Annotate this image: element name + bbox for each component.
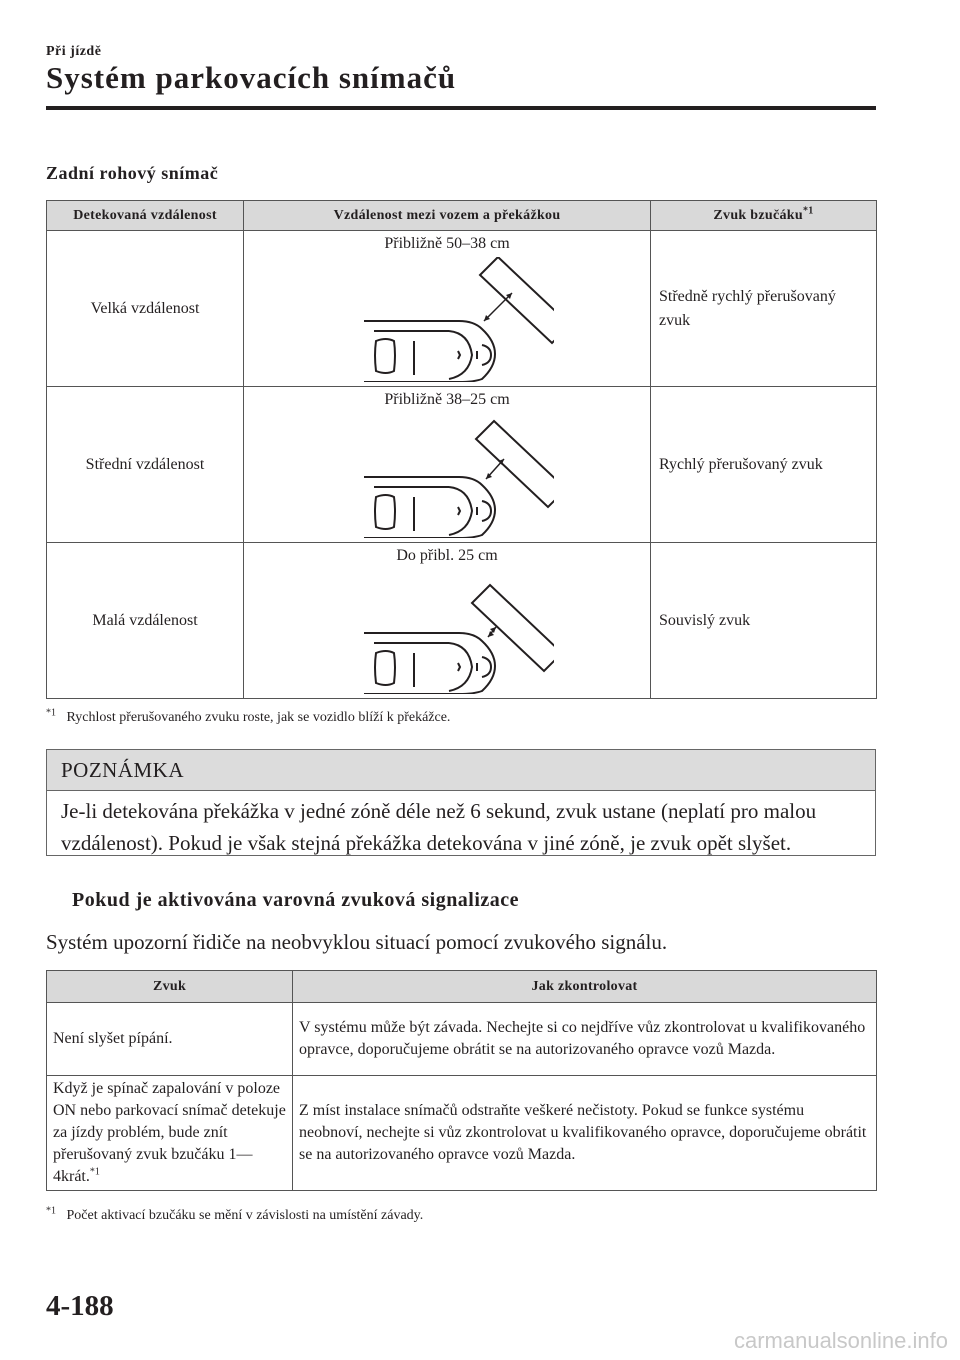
car-obstacle-illustration <box>354 569 554 694</box>
header-check: Jak zkontrolovat <box>293 971 877 1003</box>
car-obstacle-illustration <box>354 413 554 538</box>
note-body: Je-li detekována překážka v jedné zóně déle než 6 sekund, zvuk ustane (neplatí pro malou vzdálenost). Pokud je však stejná překážka detekována v jiné zóně, je zvuk opět slyšet. <box>61 799 817 855</box>
distance-table-header <box>47 201 877 231</box>
header-distance: Vzdálenost mezi vozem a překážkou <box>244 201 651 231</box>
header-sound <box>651 201 877 231</box>
header-detected: Detekovaná vzdálenost <box>47 201 244 231</box>
footnote-text: Rychlost přerušovaného zvuku roste, jak se vozidlo blíží k překážce. <box>66 710 451 725</box>
table-row <box>47 387 877 543</box>
buzzer-sound: Rychlý přerušovaný zvuk <box>651 387 877 543</box>
sub-heading: Zadní rohový snímač <box>46 163 219 183</box>
check-table-header <box>47 971 877 1003</box>
check-table <box>46 970 877 1191</box>
buzzer-sound: Souvislý zvuk <box>651 543 877 699</box>
footnote-mark: *1 <box>46 707 56 719</box>
footnote-ref: *1 <box>802 204 814 216</box>
table-row <box>47 231 877 387</box>
distance-diagram-cell <box>244 231 651 387</box>
table-row <box>47 543 877 699</box>
sound-cell <box>47 1076 293 1191</box>
page-title: Systém parkovacích snímačů <box>46 60 457 95</box>
footnote <box>46 707 451 726</box>
footnote-mark: *1 <box>46 1205 56 1217</box>
warning-lead: Systém upozorní řidiče na neobvyklou situací pomocí zvukového signálu. <box>46 930 668 954</box>
distance-range: Přibližně 38–25 cm <box>384 391 510 408</box>
footnote-ref: *1 <box>89 1166 100 1178</box>
footnote-text: Počet aktivací bzučáku se mění v závislosti na umístění závady. <box>66 1208 424 1223</box>
buzzer-sound: Středně rychlý přerušovaný zvuk <box>651 231 877 387</box>
distance-diagram-cell <box>244 387 651 543</box>
detected-distance: Velká vzdálenost <box>47 231 244 387</box>
detected-distance: Střední vzdálenost <box>47 387 244 543</box>
sound-text: Když je spínač zapalování v poloze ON nebo parkovací snímač detekuje za jízdy problém, bude znít přerušovaný zvuk bzučáku 1—4krát. <box>53 1080 286 1185</box>
distance-range: Do přibl. 25 cm <box>396 547 498 564</box>
page-number: 4-188 <box>46 1290 114 1322</box>
car-obstacle-illustration <box>354 257 554 382</box>
warning-heading: Pokud je aktivována varovná zvuková signalizace <box>72 889 520 911</box>
check-cell: V systému může být závada. Nechejte si co nejdříve vůz zkontrolovat u kvalifikovaného opravce, doporučujeme obrátit se na autorizovaného opravce vozů Mazda. <box>293 1003 877 1076</box>
distance-diagram-cell <box>244 543 651 699</box>
check-cell: Z míst instalace snímačů odstraňte veškeré nečistoty. Pokud se funkce systému neobnoví, nechejte si vůz zkontrolovat u kvalifikovaného opravce, doporučujeme obrátit se na autorizovaného opravce vozů Mazda. <box>293 1076 877 1191</box>
table-row <box>47 1076 877 1191</box>
header-sound-label: Zvuk bzučáku <box>713 207 803 223</box>
detected-distance: Malá vzdálenost <box>47 543 244 699</box>
table-row <box>47 1003 877 1076</box>
note-box <box>46 749 876 856</box>
note-heading: POZNÁMKA <box>47 750 875 791</box>
title-rule <box>46 106 876 110</box>
section-label: Při jízdě <box>46 44 102 59</box>
sound-cell: Není slyšet pípání. <box>47 1003 293 1076</box>
distance-table <box>46 200 877 699</box>
watermark: carmanualsonline.info <box>733 1328 948 1353</box>
distance-range: Přibližně 50–38 cm <box>384 235 510 252</box>
header-sound: Zvuk <box>47 971 293 1003</box>
footnote <box>46 1205 424 1224</box>
